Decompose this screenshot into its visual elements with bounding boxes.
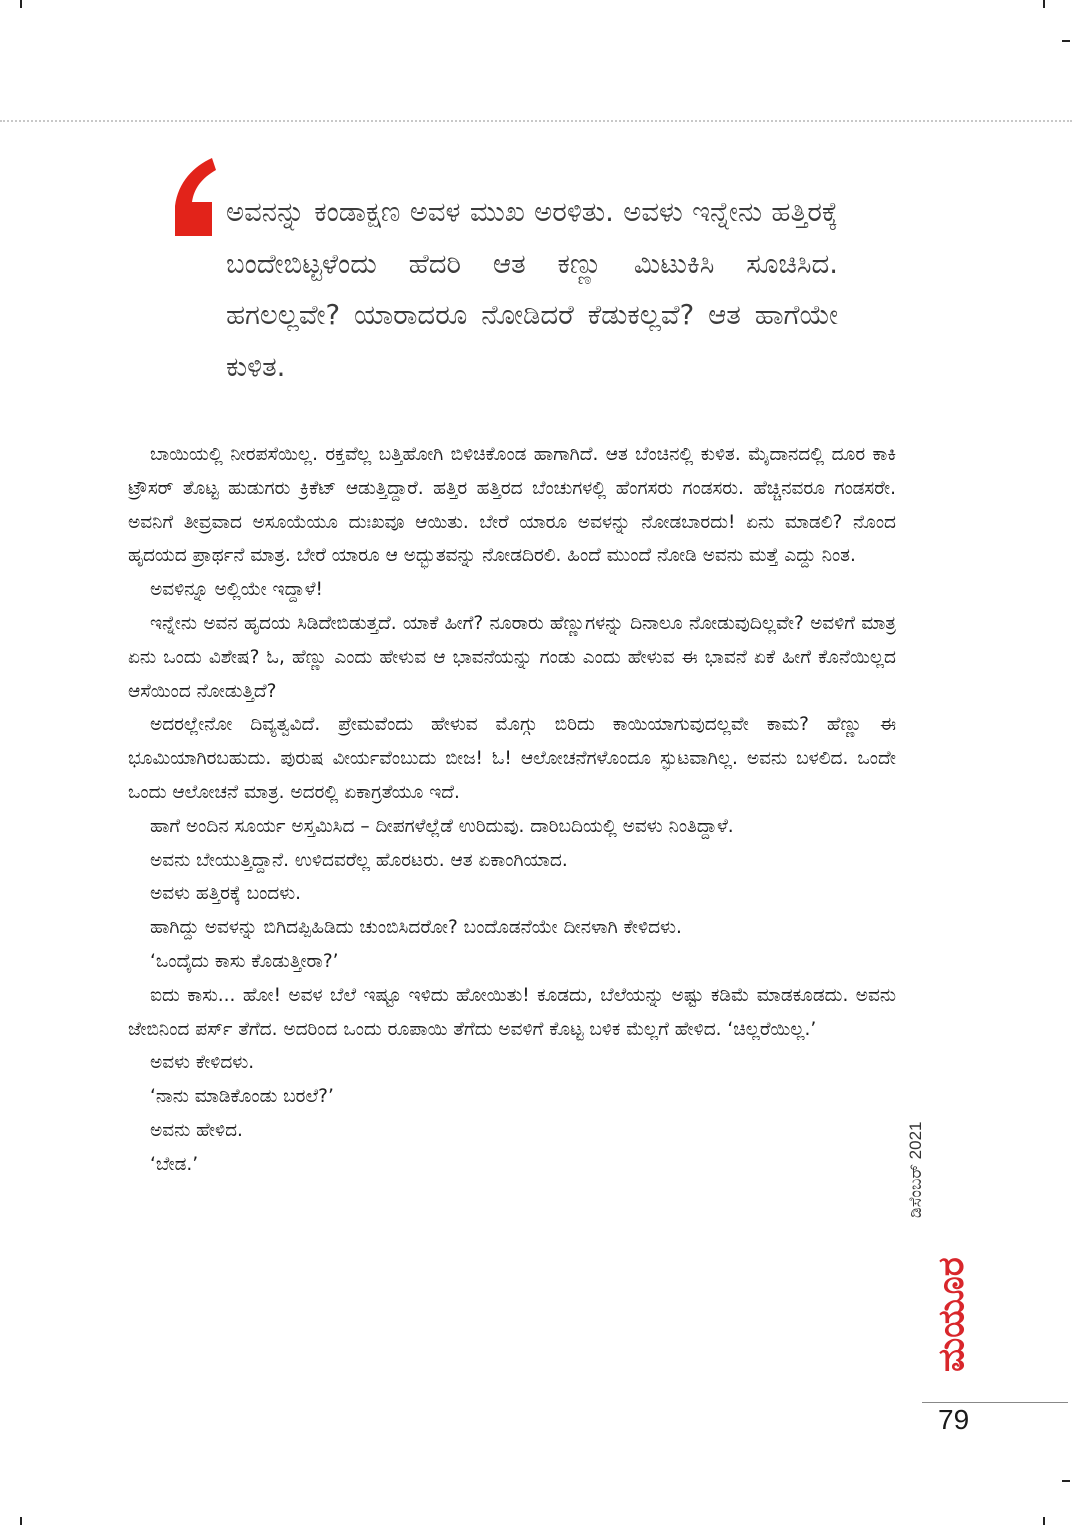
body-paragraph: ಇನ್ನೇನು ಅವನ ಹೃದಯ ಸಿಡಿದೇಬಿಡುತ್ತದೆ. ಯಾಕೆ ಹೀಗೆ? ನೂರಾರು ಹೆಣ್ಣುಗಳನ್ನು ದಿನಾಲೂ ನೋಡುವುದಿಲ್ಲವೇ? ಅವಳಿಗೆ ಮಾತ್ರ ಏನು ಒಂದು ವಿಶೇಷ? ಓ, ಹೆಣ್ಣು ಎಂದು ಹೇಳುವ ಆ ಭಾವನೆಯನ್ನು ಗಂಡು ಎಂದು ಹೇಳುವ ಈ ಭಾವನೆ ಏಕೆ ಹೀಗೆ ಕೊನೆಯಿಲ್ಲದ ಆಸೆಯಿಂದ ನೋಡುತ್ತಿದೆ? (128, 612, 896, 702)
issue-date: ಡಿಸೆಂಬರ್ 2021 (906, 1121, 925, 1218)
body-paragraph: ಐದು ಕಾಸು... ಹೋ! ಅವಳ ಬೆಲೆ ಇಷ್ಟೂ ಇಳಿದು ಹೋಯಿತು! ಕೂಡದು, ಬೆಲೆಯನ್ನು ಅಷ್ಟು ಕಡಿಮೆ ಮಾಡಕೂಡದು. ಅವನು ಜೇಬಿನಿಂದ ಪರ್ಸ್ ತೆಗೆದ. ಅದರಿಂದ ಒಂದು ರೂಪಾಯಿ ತೆಗೆದು ಅವಳಿಗೆ ಕೊಟ್ಟ ಬಳಿಕ ಮೆಲ್ಲಗೆ ಹೇಳಿದ. ‘ಚಿಲ್ಲರೆಯಿಲ್ಲ.’ (128, 984, 896, 1040)
body-paragraph: ಅವನು ಬೇಯುತ್ತಿದ್ದಾನೆ. ಉಳಿದವರೆಲ್ಲ ಹೊರಟರು. ಆತ ಏಕಾಂಗಿಯಾದ. (150, 849, 568, 871)
magazine-brand: ಮಯೂರ (931, 1257, 972, 1372)
article-body (128, 438, 896, 1182)
body-paragraph: ಅವಳಿನ್ನೂ ಅಲ್ಲಿಯೇ ಇದ್ದಾಳೆ! (150, 579, 323, 601)
body-paragraph: ಅವನು ಹೇಳಿದ. (150, 1119, 243, 1141)
body-paragraph: ‘ಬೇಡ.’ (150, 1153, 199, 1175)
body-paragraph: ಹಾಗೆ ಅಂದಿನ ಸೂರ್ಯ ಅಸ್ತಮಿಸಿದ – ದೀಪಗಳೆಲ್ಲೆಡೆ ಉರಿದುವು. ದಾರಿಬದಿಯಲ್ಲಿ ಅವಳು ನಿಂತಿದ್ದಾಳೆ. (150, 815, 734, 837)
quote-mark-icon (172, 158, 218, 238)
body-paragraph: ಬಾಯಿಯಲ್ಲಿ ನೀರಪಸೆಯಿಲ್ಲ. ರಕ್ತವೆಲ್ಲ ಬತ್ತಿಹೋಗಿ ಬಿಳಿಚಿಕೊಂಡ ಹಾಗಾಗಿದೆ. ಆತ ಬೆಂಚಿನಲ್ಲಿ ಕುಳಿತ. ಮೈದಾನದಲ್ಲಿ ದೂರ ಕಾಕಿ ಟ್ರೌಸರ್ ತೊಟ್ಟ ಹುಡುಗರು ಕ್ರಿಕೆಟ್ ಆಡುತ್ತಿದ್ದಾರೆ. ಹತ್ತಿರ ಹತ್ತಿರದ ಬೆಂಚುಗಳಲ್ಲಿ ಹೆಂಗಸರು ಗಂಡಸರು. ಹೆಚ್ಚಿನವರೂ ಗಂಡಸರೇ. ಅವನಿಗೆ ತೀವ್ರವಾದ ಅಸೂಯೆಯೂ ದುಃಖವೂ ಆಯಿತು. ಬೇರೆ ಯಾರೂ ಅವಳನ್ನು ನೋಡಬಾರದು! ಏನು ಮಾಡಲಿ? ನೊಂದ ಹೃದಯದ ಪ್ರಾರ್ಥನೆ ಮಾತ್ರ. ಬೇರೆ ಯಾರೂ ಆ ಅದ್ಭುತವನ್ನು ನೋಡದಿರಲಿ. ಹಿಂದೆ ಮುಂದೆ ನೋಡಿ ಅವನು ಮತ್ತೆ ಎದ್ದು ನಿಂತ. (128, 444, 896, 567)
body-paragraph: ಅದರಲ್ಲೇನೋ ದಿವ್ಯತ್ವವಿದೆ. ಪ್ರೇಮವೆಂದು ಹೇಳುವ ಮೊಗ್ಗು ಬಿರಿದು ಕಾಯಿಯಾಗುವುದಲ್ಲವೇ ಕಾಮ? ಹೆಣ್ಣು ಈ ಭೂಮಿಯಾಗಿರಬಹುದು. ಪುರುಷ ವೀರ್ಯವೆಂಬುದು ಬೀಜ! ಓ! ಆಲೋಚನೆಗಳೊಂದೂ ಸ್ಫುಟವಾಗಿಲ್ಲ. ಅವನು ಬಳಲಿದ. ಒಂದೇ ಒಂದು ಆಲೋಚನೆ ಮಾತ್ರ. ಅದರಲ್ಲಿ ಏಕಾಗ್ರತೆಯೂ ಇದೆ. (128, 714, 896, 803)
pull-quote: ಅವನನ್ನು ಕಂಡಾಕ್ಷಣ ಅವಳ ಮುಖ ಅರಳಿತು. ಅವಳು ಇನ್ನೇನು ಹತ್ತಿರಕ್ಕೆ ಬಂದೇಬಿಟ್ಟಳೆಂದು ಹೆದರಿ ಆತ ಕಣ್ಣು ಮಿಟುಕಿಸಿ ಸೂಚಿಸಿದ. ಹಗಲಲ್ಲವೇ? ಯಾರಾದರೂ ನೋಡಿದರೆ ಕೆಡುಕಲ್ಲವೆ? ಆತ ಹಾಗೆಯೇ ಕುಳಿತ. (226, 196, 838, 383)
body-paragraph: ಅವಳು ಹತ್ತಿರಕ್ಕೆ ಬಂದಳು. (150, 883, 302, 905)
crop-mark-right-top (1062, 40, 1070, 42)
body-paragraph: ಹಾಗಿದ್ದು ಅವಳನ್ನು ಬಿಗಿದಪ್ಪಿಹಿಡಿದು ಚುಂಬಿಸಿದರೋ? ಬಂದೊಡನೆಯೇ ದೀನಳಾಗಿ ಕೇಳಿದಳು. (150, 917, 682, 939)
crop-mark-top-left (20, 0, 22, 8)
crop-mark-bottom-left (20, 1517, 22, 1525)
body-paragraph: ಅವಳು ಕೇಳಿದಳು. (150, 1052, 255, 1074)
body-paragraph: ‘ನಾನು ಮಾಡಿಕೊಂಡು ಬರಲೆ?’ (150, 1086, 334, 1108)
body-paragraph: ‘ಒಂದೈದು ಕಾಸು ಕೊಡುತ್ತೀರಾ?’ (150, 950, 339, 972)
crop-mark-top-right (1043, 0, 1045, 8)
header-dotted-rule (0, 120, 1072, 122)
crop-mark-bottom-right (1043, 1517, 1045, 1525)
crop-mark-right-bottom (1062, 1480, 1070, 1482)
page-number: 79 (938, 1404, 970, 1435)
